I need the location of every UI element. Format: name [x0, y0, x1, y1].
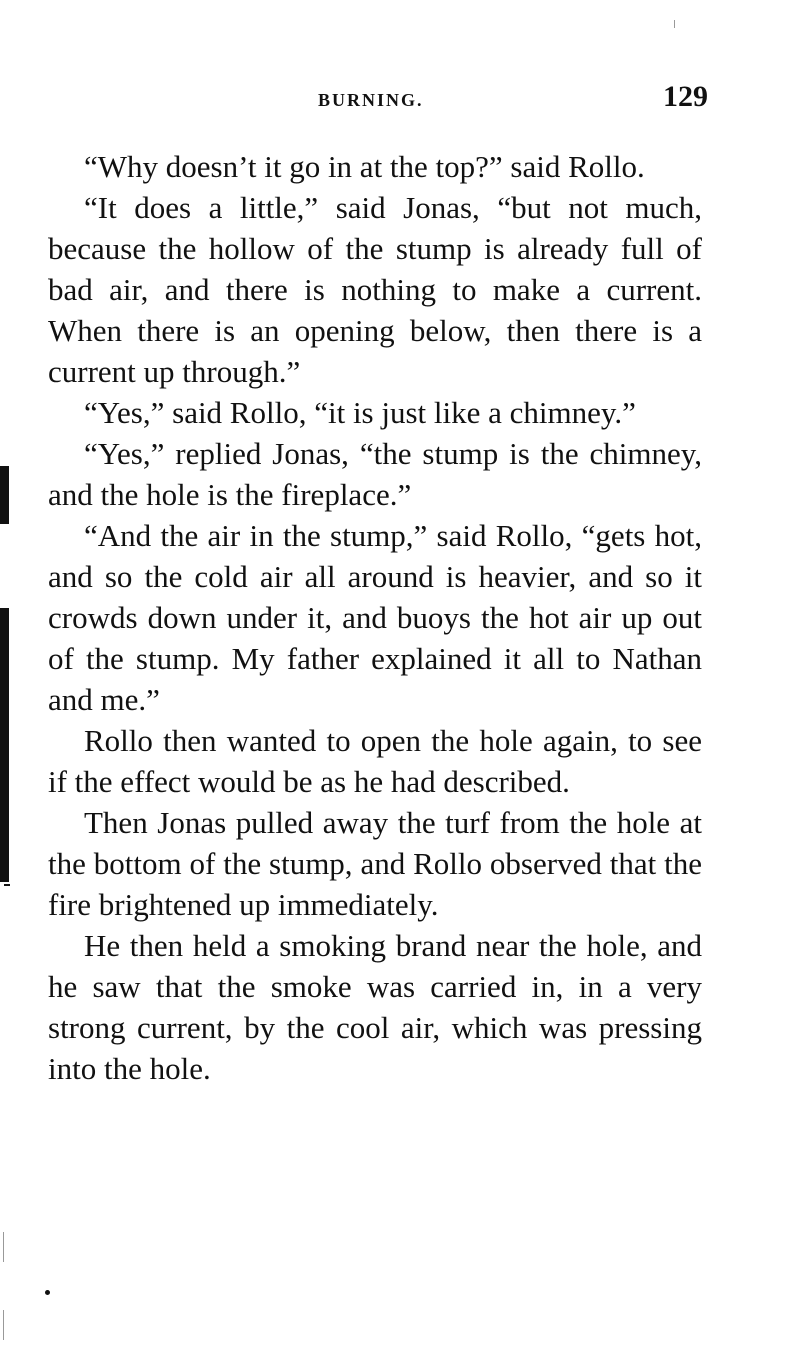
paragraph: Then Jonas pulled away the turf from the hole at the bottom of the stump, and Rollo observed that the fire brightened up immediately. [48, 805, 702, 922]
paragraph: “Yes,” said Rollo, “it is just like a chimney.” [84, 395, 636, 430]
scan-artifact [0, 608, 9, 882]
page-header [48, 80, 708, 120]
scan-artifact [45, 1290, 50, 1295]
paragraph: He then held a smoking brand near the hole, and he saw that the smoke was carried in, in a very strong current, by the cool air, which was pressing into the hole. [48, 928, 702, 1086]
paragraph: “Yes,” replied Jonas, “the stump is the chimney, and the hole is the fireplace.” [48, 436, 702, 512]
scan-artifact [4, 884, 10, 886]
paragraph: “And the air in the stump,” said Rollo, “gets hot, and so the cold air all around is heavier, and so it crowds down under it, and buoys the hot air up out of the stump. My father explained it all to Nathan and me.” [48, 518, 702, 717]
scan-artifact [3, 1232, 4, 1262]
paragraph: Rollo then wanted to open the hole again, to see if the effect would be as he had described. [48, 723, 702, 799]
scan-artifact [674, 20, 675, 28]
scan-artifact [3, 1310, 4, 1340]
body-text [48, 146, 702, 1089]
scan-artifact [0, 466, 9, 524]
paragraph: “Why doesn’t it go in at the top?” said Rollo. [84, 149, 645, 184]
page-number: 129 [663, 80, 708, 113]
paragraph: “It does a little,” said Jonas, “but not much, because the hollow of the stump is already full of bad air, and there is nothing to make a current. When there is an opening below, then there is a current up through.” [48, 190, 702, 389]
running-head: BURNING. [318, 90, 424, 110]
